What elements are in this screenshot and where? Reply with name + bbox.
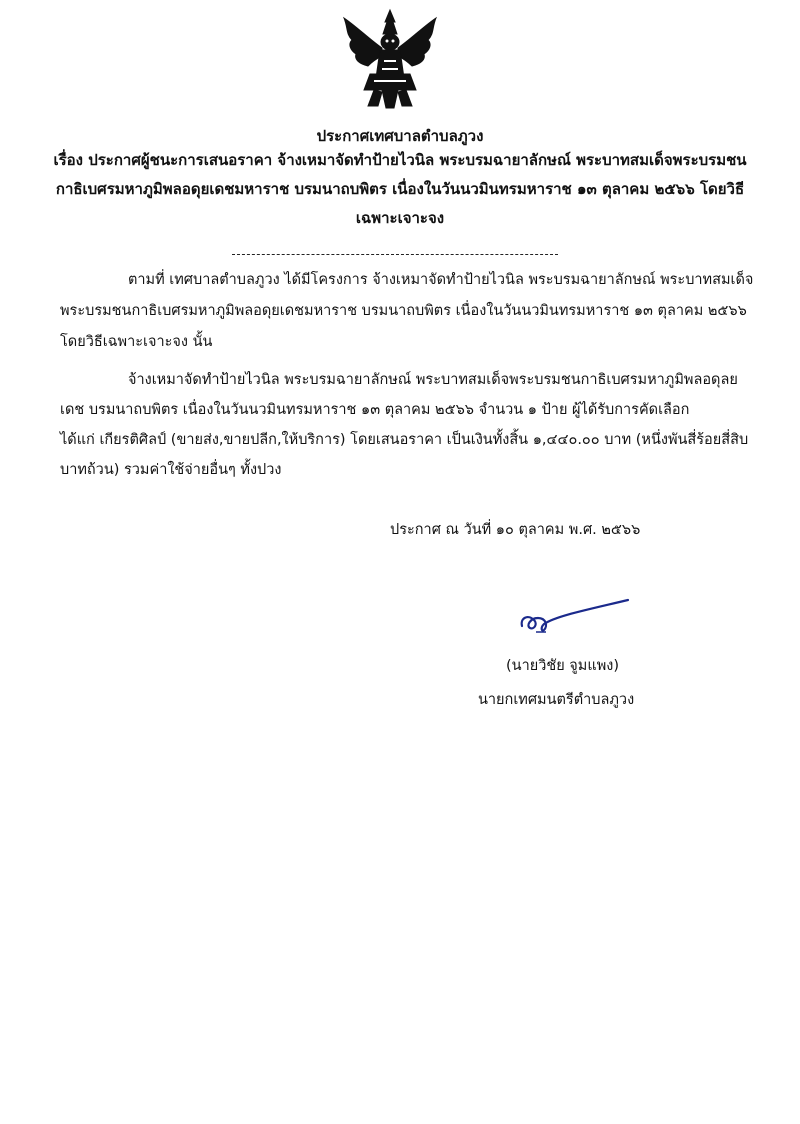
paragraph1-line-1: ตามที่ เทศบาลตำบลภูวง ได้มีโครงการ จ้างเหมาจัดทำป้ายไวนิล พระบรมฉายาลักษณ์ พระบาทสมเด็จ — [128, 272, 754, 288]
paragraph2-line-4: บาทถ้วน) รวมค่าใช้จ่ายอื่นๆ ทั้งปวง — [60, 462, 282, 478]
paragraph2-line-2: เดช บรมนาถบพิตร เนื่องในวันนวมินทรมหาราช ๑๓ ตุลาคม ๒๕๖๖ จำนวน ๑ ป้าย ผู้ได้รับการคัดเลือก — [60, 402, 690, 418]
subject-line-3: เฉพาะเจาะจง — [355, 209, 445, 227]
announcement-title: ประกาศเทศบาลตำบลภูวง — [316, 127, 484, 145]
paragraph1-line-3: โดยวิธีเฉพาะเจาะจง นั้น — [60, 334, 213, 350]
paragraph2-line-3: ได้แก่ เกียรติศิลป์ (ขายส่ง,ขายปลีก,ให้บริการ) โดยเสนอราคา เป็นเงินทั้งสิ้น ๑,๔๔๐.๐๐ บาท (หนึ่งพันสี่ร้อยสี่สิบ — [60, 432, 749, 448]
handwritten-signature-icon — [516, 596, 636, 638]
signer-position: นายกเทศมนตรีตำบลภูวง — [478, 692, 635, 708]
paragraph2-line-1: จ้างเหมาจัดทำป้ายไวนิล พระบรมฉายาลักษณ์ พระบาทสมเด็จพระบรมชนกาธิเบศรมหาภูมิพลอดุลย — [128, 372, 738, 388]
divider-line — [232, 254, 558, 255]
garuda-emblem-icon — [338, 8, 442, 112]
paragraph1-line-2: พระบรมชนกาธิเบศรมหาภูมิพลอดุยเดชมหาราช บรมนาถบพิตร เนื่องในวันนวมินทรมหาราช ๑๓ ตุลาคม ๒๕๖๖ — [60, 303, 747, 319]
signer-name: (นายวิชัย จูมแพง) — [506, 658, 619, 674]
announcement-date: ประกาศ ณ วันที่ ๑๐ ตุลาคม พ.ศ. ๒๕๖๖ — [390, 522, 641, 538]
subject-line-2: กาธิเบศรมหาภูมิพลอดุยเดชมหาราช บรมนาถบพิตร เนื่องในวันนวมินทรมหาราช ๑๓ ตุลาคม ๒๕๖๖ โดยวิธี — [55, 180, 745, 198]
subject-line-1: เรื่อง ประกาศผู้ชนะการเสนอราคา จ้างเหมาจัดทำป้ายไวนิล พระบรมฉายาลักษณ์ พระบาทสมเด็จพระบรมชน — [53, 151, 747, 169]
